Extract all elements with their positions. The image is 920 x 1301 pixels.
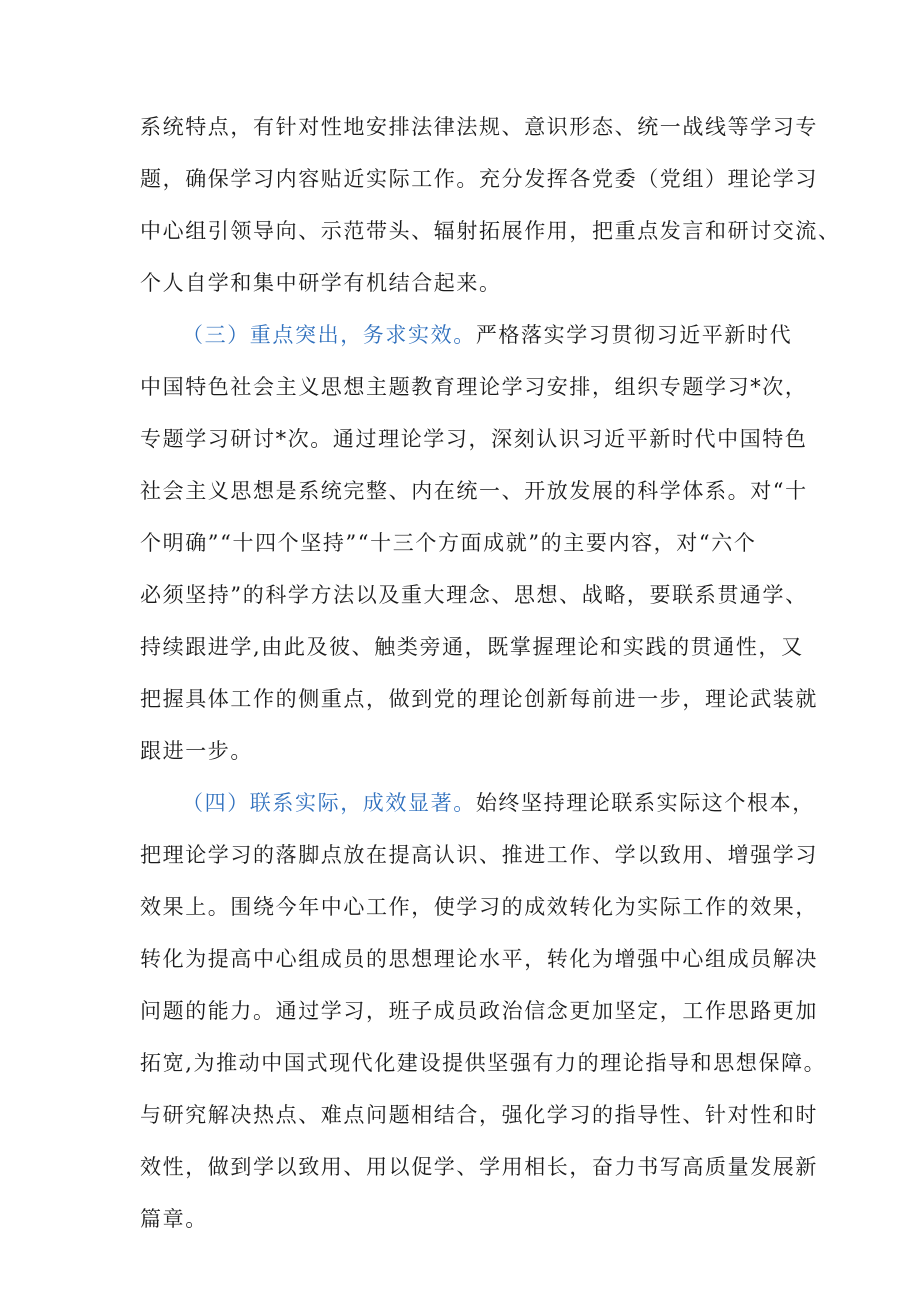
p3-line-1 bbox=[182, 793, 815, 814]
section-heading-4: （四）联系实际，成效显著。 bbox=[182, 791, 476, 815]
p1-line-2: 题，确保学习内容贴近实际工作。充分发挥各党委（党组）理论学习 bbox=[140, 167, 818, 191]
p2-line-3: 专题学习研讨*次。通过理论学习，深刻认识习近平新时代中国特色 bbox=[140, 427, 808, 451]
p2-line-6: 必须坚持”的科学方法以及重大理念、思想、战略，要联系贯通学、 bbox=[140, 583, 808, 607]
p2-line-9: 跟进一步。 bbox=[140, 739, 253, 763]
p3-line-6: 拓宽,为推动中国式现代化建设提供坚强有力的理论指导和思想保障。 bbox=[140, 1051, 827, 1075]
p3-line-3: 效果上。围绕今年中心工作，使学习的成效转化为实际工作的效果， bbox=[140, 895, 818, 919]
p3-line-2: 把理论学习的落脚点放在提高认识、推进工作、学以致用、增强学习 bbox=[140, 843, 818, 867]
p3-line-1-text: 始终坚持理论联系实际这个根本， bbox=[475, 791, 815, 815]
p3-line-8: 效性，做到学以致用、用以促学、学用相长，奋力书写高质量发展新 bbox=[140, 1155, 818, 1179]
p3-line-9: 篇章。 bbox=[140, 1207, 208, 1231]
p2-line-1 bbox=[182, 325, 792, 346]
p2-line-8: 把握具体工作的侧重点，做到党的理论创新每前进一步，理论武装就 bbox=[140, 687, 818, 711]
p2-line-1-text: 严格落实学习贯彻习近平新时代 bbox=[475, 323, 793, 347]
p3-line-5: 问题的能力。通过学习，班子成员政治信念更加坚定，工作思路更加 bbox=[140, 999, 818, 1023]
p2-line-2: 中国特色社会主义思想主题教育理论学习安排，组织专题学习*次， bbox=[140, 375, 808, 399]
p3-line-4: 转化为提高中心组成员的思想理论水平，转化为增强中心组成员解决 bbox=[140, 947, 818, 971]
p2-line-5: 个明确”“十四个坚持”“十三个方面成就”的主要内容，对“六个 bbox=[140, 531, 757, 555]
p3-line-7: 与研究解决热点、难点问题相结合，强化学习的指导性、针对性和时 bbox=[140, 1103, 818, 1127]
p1-line-3: 中心组引领导向、示范带头、辐射拓展作用，把重点发言和研讨交流、 bbox=[140, 219, 841, 243]
p1-line-4: 个人自学和集中研学有机结合起来。 bbox=[140, 271, 502, 295]
p2-line-4: 社会主义思想是系统完整、内在统一、开放发展的科学体系。对“十 bbox=[140, 479, 808, 503]
p1-line-1: 系统特点，有针对性地安排法律法规、意识形态、统一战线等学习专 bbox=[140, 115, 818, 139]
p2-line-7: 持续跟进学,由此及彼、触类旁通，既掌握理论和实践的贯通性，又 bbox=[140, 635, 804, 659]
section-heading-3: （三）重点突出，务求实效。 bbox=[182, 323, 476, 347]
